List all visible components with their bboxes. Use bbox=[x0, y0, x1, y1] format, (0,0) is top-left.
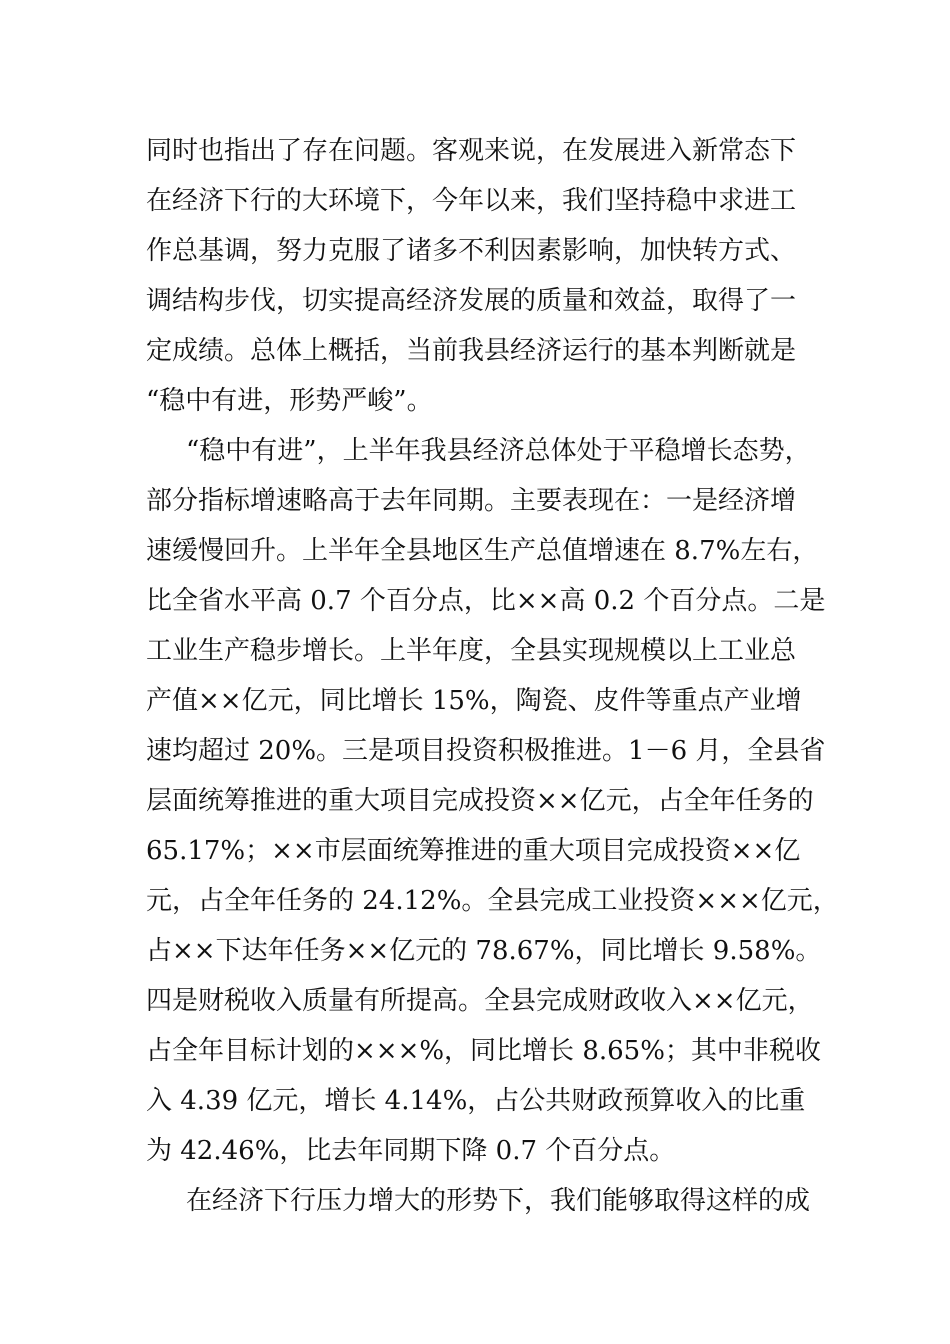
text-line: 速均超过 20%。三是项目投资积极推进。1－6 月，全县省 bbox=[146, 736, 826, 766]
text-line: 产值××亿元，同比增长 15%，陶瓷、皮件等重点产业增 bbox=[146, 686, 802, 716]
text-line: 四是财税收入质量有所提高。全县完成财政收入××亿元， bbox=[146, 986, 814, 1016]
text-line: 定成绩。总体上概括，当前我县经济运行的基本判断就是 bbox=[146, 336, 797, 366]
text-line: 工业生产稳步增长。上半年度，全县实现规模以上工业总 bbox=[146, 636, 797, 666]
text-line: 部分指标增速略高于去年同期。主要表现在：一是经济增 bbox=[146, 486, 797, 516]
text-line: “稳中有进，形势严峻”。 bbox=[146, 386, 433, 416]
text-line: 元，占全年任务的 24.12%。全县完成工业投资×××亿元， bbox=[146, 886, 839, 916]
text-line: 在经济下行的大环境下，今年以来，我们坚持稳中求进工 bbox=[146, 186, 797, 216]
text-line: 速缓慢回升。上半年全县地区生产总值增速在 8.7%左右， bbox=[146, 536, 819, 566]
paragraph-start-line: “稳中有进”，上半年我县经济总体处于平稳增长态势， bbox=[186, 436, 811, 466]
text-line: 比全省水平高 0.7 个百分点，比××高 0.2 个百分点。二是 bbox=[146, 586, 826, 616]
text-line: 作总基调，努力克服了诸多不利因素影响，加快转方式、 bbox=[146, 236, 797, 266]
paragraph-start-line: 在经济下行压力增大的形势下，我们能够取得这样的成 bbox=[186, 1186, 811, 1216]
text-line: 层面统筹推进的重大项目完成投资××亿元，占全年任务的 bbox=[146, 786, 814, 816]
text-line: 占××下达年任务××亿元的 78.67%，同比增长 9.58%。 bbox=[146, 936, 822, 966]
text-line: 入 4.39 亿元，增长 4.14%，占公共财政预算收入的比重 bbox=[146, 1086, 806, 1116]
text-line: 占全年目标计划的×××%，同比增长 8.65%；其中非税收 bbox=[146, 1036, 821, 1066]
text-line: 为 42.46%，比去年同期下降 0.7 个百分点。 bbox=[146, 1136, 676, 1166]
text-line: 65.17%；××市层面统筹推进的重大项目完成投资××亿 bbox=[146, 836, 801, 866]
text-line: 调结构步伐，切实提高经济发展的质量和效益，取得了一 bbox=[146, 286, 797, 316]
text-line: 同时也指出了存在问题。客观来说，在发展进入新常态下 bbox=[146, 136, 797, 166]
